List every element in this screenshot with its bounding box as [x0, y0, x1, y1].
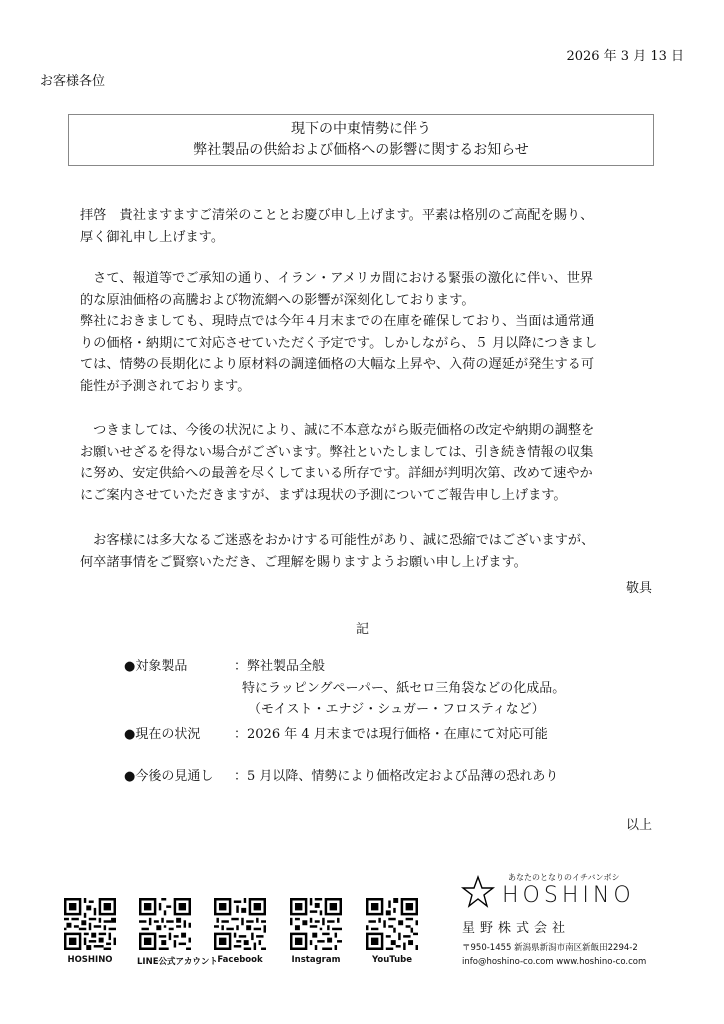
company-address: 〒950-1455 新潟県新潟市南区新飯田2294-2 — [462, 943, 638, 953]
title-box — [68, 114, 654, 166]
qr-code-icon — [290, 898, 342, 950]
item-label: ●現在の状況 — [124, 727, 201, 742]
text-line: 厚く御礼申し上げます。 — [80, 229, 225, 245]
text-line: 的な原油価格の高騰および物流網への影響が深刻化しております。 — [80, 292, 475, 308]
closing-keigu: 敬具 — [625, 581, 652, 596]
text-line: 能性が予測されております。 — [80, 378, 251, 394]
qr-line[interactable] — [137, 898, 218, 967]
qr-label: YouTube — [371, 955, 413, 965]
ki-heading: 記 — [356, 622, 370, 637]
addressee: お客様各位 — [40, 74, 106, 89]
qr-instagram[interactable] — [288, 898, 344, 965]
item-current-status — [124, 724, 548, 746]
text-line: ては、情勢の長期化により原材料の調達価格の大幅な上昇や、入荷の遅延が発生する可 — [80, 357, 595, 372]
item-value: ：2026 年 4 月末までは現行価格・在庫にて対応可能 — [234, 727, 548, 742]
company-contact: info@hoshino-co.com www.hoshino-co.com — [462, 957, 647, 967]
item-outlook — [124, 766, 558, 788]
qr-facebook[interactable] — [212, 898, 268, 965]
text-line: 弊社におきましても、現時点では今年４月末までの在庫を確保しており、当面は通常通 — [80, 314, 595, 329]
qr-label: Facebook — [217, 955, 263, 965]
item-label: ●対象製品 — [124, 659, 188, 674]
item-value: ：5 月以降、情勢により価格改定および品薄の恐れあり — [234, 769, 559, 784]
qr-code-icon — [214, 898, 266, 950]
document-date: 2026 年 3 月 13 日 — [566, 49, 684, 64]
item-label: ●今後の見通し — [124, 769, 214, 784]
text-line: つきましては、今後の状況により、誠に不本意ながら販売価格の改定や納期の調整を — [80, 423, 595, 438]
qr-hoshino[interactable] — [62, 898, 118, 965]
text-line: りの価格・納期にて対応させていただく予定です。しかしながら、５ 月以降につきまし — [80, 335, 598, 351]
qr-code-icon — [64, 898, 116, 950]
item-value: ：弊社製品全般 — [234, 659, 326, 674]
paragraph-request — [80, 420, 654, 506]
paragraph-greeting — [80, 205, 654, 248]
item-detail: 特にラッピングペーパー、紙セロ三角袋などの化成品。 — [242, 680, 566, 696]
paragraph-situation — [80, 268, 654, 397]
qr-label: Instagram — [291, 955, 341, 965]
company-tagline: あなたのとなりのイチバンボシ — [508, 873, 620, 882]
qr-label: HOSHINO — [67, 955, 113, 965]
text-line: にご案内させていただきますが、まずは現状の予測についてご報告申し上げます。 — [80, 487, 567, 503]
text-line: 何卒諸事情をご賢察いただき、ご理解を賜りますようお願い申し上げます。 — [80, 554, 527, 570]
qr-youtube[interactable] — [364, 898, 420, 965]
text-line: さて、報道等でご承知の通り、イラン・アメリカ間における緊張の激化に伴い、世界 — [80, 271, 594, 286]
qr-code-icon — [139, 898, 191, 950]
item-target-products — [124, 656, 565, 721]
end-mark: 以上 — [625, 818, 652, 833]
star-logo-icon — [460, 874, 496, 910]
paragraph-apology — [80, 530, 654, 573]
qr-code-icon — [366, 898, 418, 950]
title-line-1: 現下の中東情勢に伴う — [291, 121, 431, 137]
item-detail: （モイスト・エナジ・シュガー・フロスティなど） — [248, 702, 545, 717]
company-name: 星野株式会社 — [462, 921, 571, 936]
qr-label: LINE公式アカウント — [137, 957, 218, 967]
text-line: 拝啓 貴社ますますご清栄のこととお慶び申し上げます。平素は格別のご高配を賜り、 — [80, 208, 594, 223]
text-line: に努め、安定供給への最善を尽くしてまいる所存です。詳細が判明次第、改めて速やか — [80, 466, 593, 481]
company-brand: HOSHINO — [502, 883, 635, 908]
text-line: お客様には多大なるご迷惑をおかけする可能性があり、誠に恐縮ではございますが、 — [80, 533, 595, 548]
title-line-2: 弊社製品の供給および価格への影響に関するお知らせ — [193, 142, 529, 158]
text-line: お願いせざるを得ない場合がございます。弊社といたしましては、引き続き情報の収集 — [80, 444, 594, 460]
